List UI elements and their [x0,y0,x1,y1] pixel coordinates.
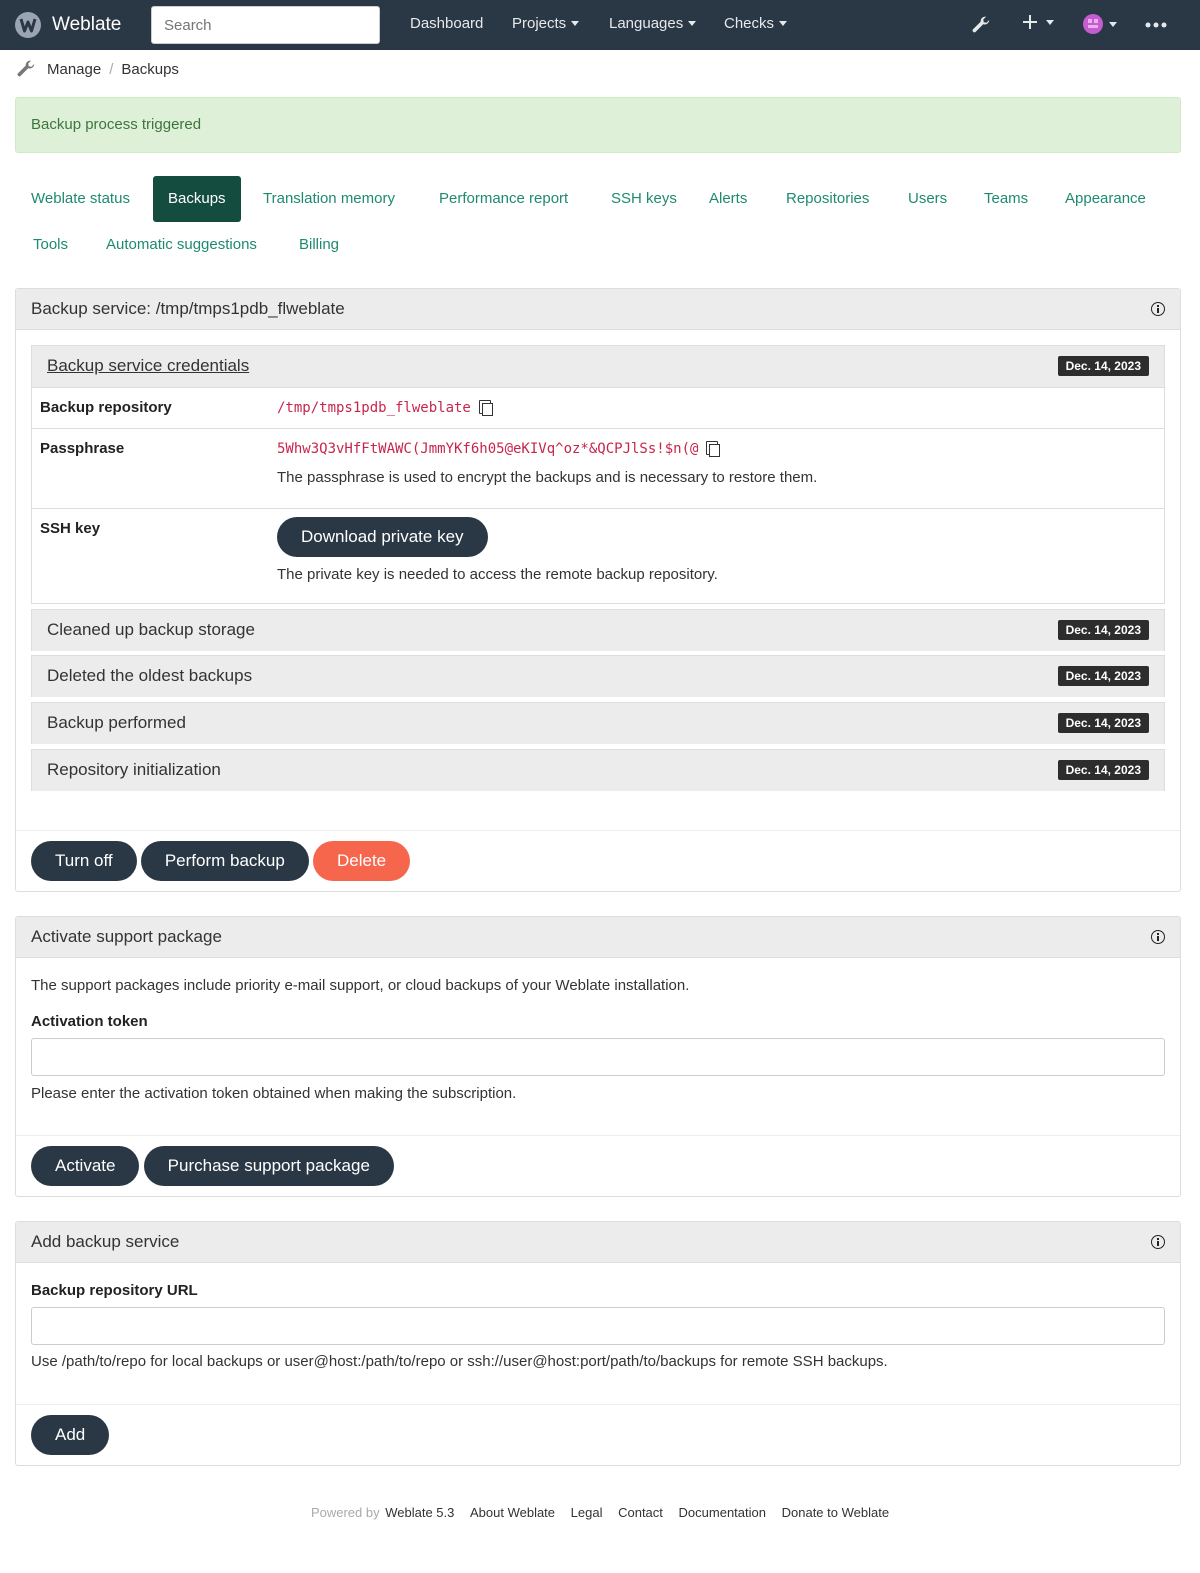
alert-text: Backup process triggered [31,116,202,133]
tab-weblate-status[interactable]: Weblate status [31,190,130,207]
support-actions [16,1135,1180,1196]
powered-by-label: Powered by [310,1505,380,1520]
backup-service-actions [16,830,1180,891]
credentials-panel [31,345,1165,604]
backup-url-label: Backup repository URL [31,1282,198,1299]
backup-service-title: Backup service: /tmp/tmps1pdb_flweblate [31,299,345,318]
footer [0,1505,1200,1520]
panel-heading [16,917,1180,958]
backup-service-panel [15,288,1181,892]
wrench-icon[interactable] [970,14,992,36]
passphrase-label: Passphrase [40,440,125,457]
repository-row [32,387,1164,428]
tab-alerts[interactable]: Alerts [709,190,748,207]
breadcrumb-backups[interactable]: Backups [121,60,179,78]
footer-link-legal[interactable]: Legal [570,1505,603,1520]
log-heading [32,610,1164,651]
avatar [1083,14,1103,34]
log-heading [32,750,1164,791]
credentials-heading[interactable] [32,346,1164,387]
tab-users[interactable]: Users [908,190,948,207]
tab-tools[interactable]: Tools [33,236,69,253]
info-icon[interactable] [1151,930,1165,944]
nav-checks-label: Checks [724,15,775,32]
backup-url-help: Use /path/to/repo for local backups or user@host:/path/to/repo or ssh://user@host:port/path/to/backups for remote SSH backups. [31,1353,888,1370]
repository-label: Backup repository [40,399,172,416]
date-badge: Dec. 14, 2023 [1058,713,1149,733]
perform-backup-button[interactable]: Perform backup [141,841,309,881]
tab-ssh-keys[interactable]: SSH keys [611,190,677,207]
ssh-key-row [32,508,1164,604]
navbar [0,0,1200,50]
tab-performance-report[interactable]: Performance report [439,190,569,207]
caret-down-icon [571,21,579,26]
add-backup-title: Add backup service [31,1232,180,1251]
ssh-key-help: The private key is needed to access the remote backup repository. [277,566,718,583]
support-package-panel [15,916,1181,1197]
log-heading [32,656,1164,697]
nav-checks[interactable] [724,15,787,32]
copy-icon[interactable] [479,400,491,414]
delete-button[interactable]: Delete [313,841,410,881]
activation-token-label: Activation token [31,1013,148,1030]
log-backup-performed [31,702,1165,744]
caret-down-icon [1046,20,1054,25]
user-menu[interactable] [1083,14,1117,34]
nav-languages[interactable] [609,15,696,32]
info-icon[interactable] [1151,302,1165,316]
plus-icon [1022,14,1038,30]
brand-name: Weblate [52,14,122,35]
footer-link-weblate[interactable]: Weblate 5.3 [385,1505,455,1520]
date-badge: Dec. 14, 2023 [1058,620,1149,640]
tab-billing[interactable]: Billing [299,236,340,253]
date-badge: Dec. 14, 2023 [1058,666,1149,686]
tab-repositories[interactable]: Repositories [786,190,870,207]
download-private-key-button[interactable]: Download private key [277,517,488,557]
backup-url-input[interactable] [31,1307,1165,1345]
footer-link-documentation[interactable]: Documentation [678,1505,766,1520]
add-menu[interactable] [1022,14,1054,30]
log-cleaned-up [31,609,1165,651]
log-title: Cleaned up backup storage [47,620,255,639]
add-backup-actions [16,1404,1180,1465]
weblate-logo-icon [14,11,42,39]
footer-link-contact[interactable]: Contact [618,1505,663,1520]
nav-dashboard[interactable] [410,15,483,32]
wrench-icon [15,58,37,80]
passphrase-row [32,428,1164,508]
log-deleted-oldest [31,655,1165,697]
credentials-title[interactable]: Backup service credentials [47,356,250,375]
activation-token-help: Please enter the activation token obtained when making the subscription. [31,1085,517,1102]
footer-link-donate[interactable]: Donate to Weblate [781,1505,890,1520]
log-repository-init [31,749,1165,791]
tab-automatic-suggestions[interactable]: Automatic suggestions [106,236,257,253]
copy-icon[interactable] [706,441,718,455]
caret-down-icon [779,21,787,26]
caret-down-icon [1109,22,1117,27]
caret-down-icon [688,21,696,26]
log-title: Backup performed [47,713,186,732]
date-badge: Dec. 14, 2023 [1058,356,1149,376]
purchase-support-button[interactable]: Purchase support package [144,1146,394,1186]
nav-projects-label: Projects [512,15,567,32]
repository-value: /tmp/tmps1pdb_flweblate [277,400,471,416]
breadcrumb-separator: / [109,60,114,78]
ssh-key-value-wrap [277,517,488,557]
nav-languages-label: Languages [609,15,684,32]
turn-off-button[interactable]: Turn off [31,841,137,881]
passphrase-help: The passphrase is used to encrypt the backups and is necessary to restore them. [277,469,818,486]
log-title: Repository initialization [47,760,221,779]
brand[interactable] [14,10,121,40]
tab-translation-memory[interactable]: Translation memory [263,190,395,207]
add-button[interactable]: Add [31,1415,109,1455]
add-backup-panel [15,1221,1181,1466]
log-heading [32,703,1164,744]
activation-token-input[interactable] [31,1038,1165,1076]
repository-value-wrap [277,399,491,416]
support-title: Activate support package [31,927,222,946]
panel-heading [16,289,1180,330]
passphrase-value: 5Whw3Q3vHfFtWAWC(JmmYKf6h05@eKIVq^oz*&QCPJlSs!$n(@ [277,441,699,457]
nav-dashboard-label: Dashboard [410,15,484,32]
support-description: The support packages include priority e-mail support, or cloud backups of your Weblate installation. [31,977,690,994]
ssh-key-label: SSH key [40,520,101,537]
footer-link-about[interactable]: About Weblate [469,1505,556,1520]
panel-heading [16,1222,1180,1263]
tab-teams[interactable]: Teams [984,190,1029,207]
success-alert [15,97,1181,153]
passphrase-value-wrap [277,440,718,457]
date-badge: Dec. 14, 2023 [1058,760,1149,780]
log-title: Deleted the oldest backups [47,666,253,685]
activate-button[interactable]: Activate [31,1146,139,1186]
more-icon[interactable] [1145,22,1167,28]
breadcrumb [15,56,179,82]
tab-appearance[interactable]: Appearance [1065,190,1146,207]
nav-projects[interactable] [512,15,579,32]
tab-backups[interactable]: Backups [153,176,241,222]
breadcrumb-manage[interactable]: Manage [47,60,102,78]
search-input[interactable] [151,6,380,44]
info-icon[interactable] [1151,1235,1165,1249]
